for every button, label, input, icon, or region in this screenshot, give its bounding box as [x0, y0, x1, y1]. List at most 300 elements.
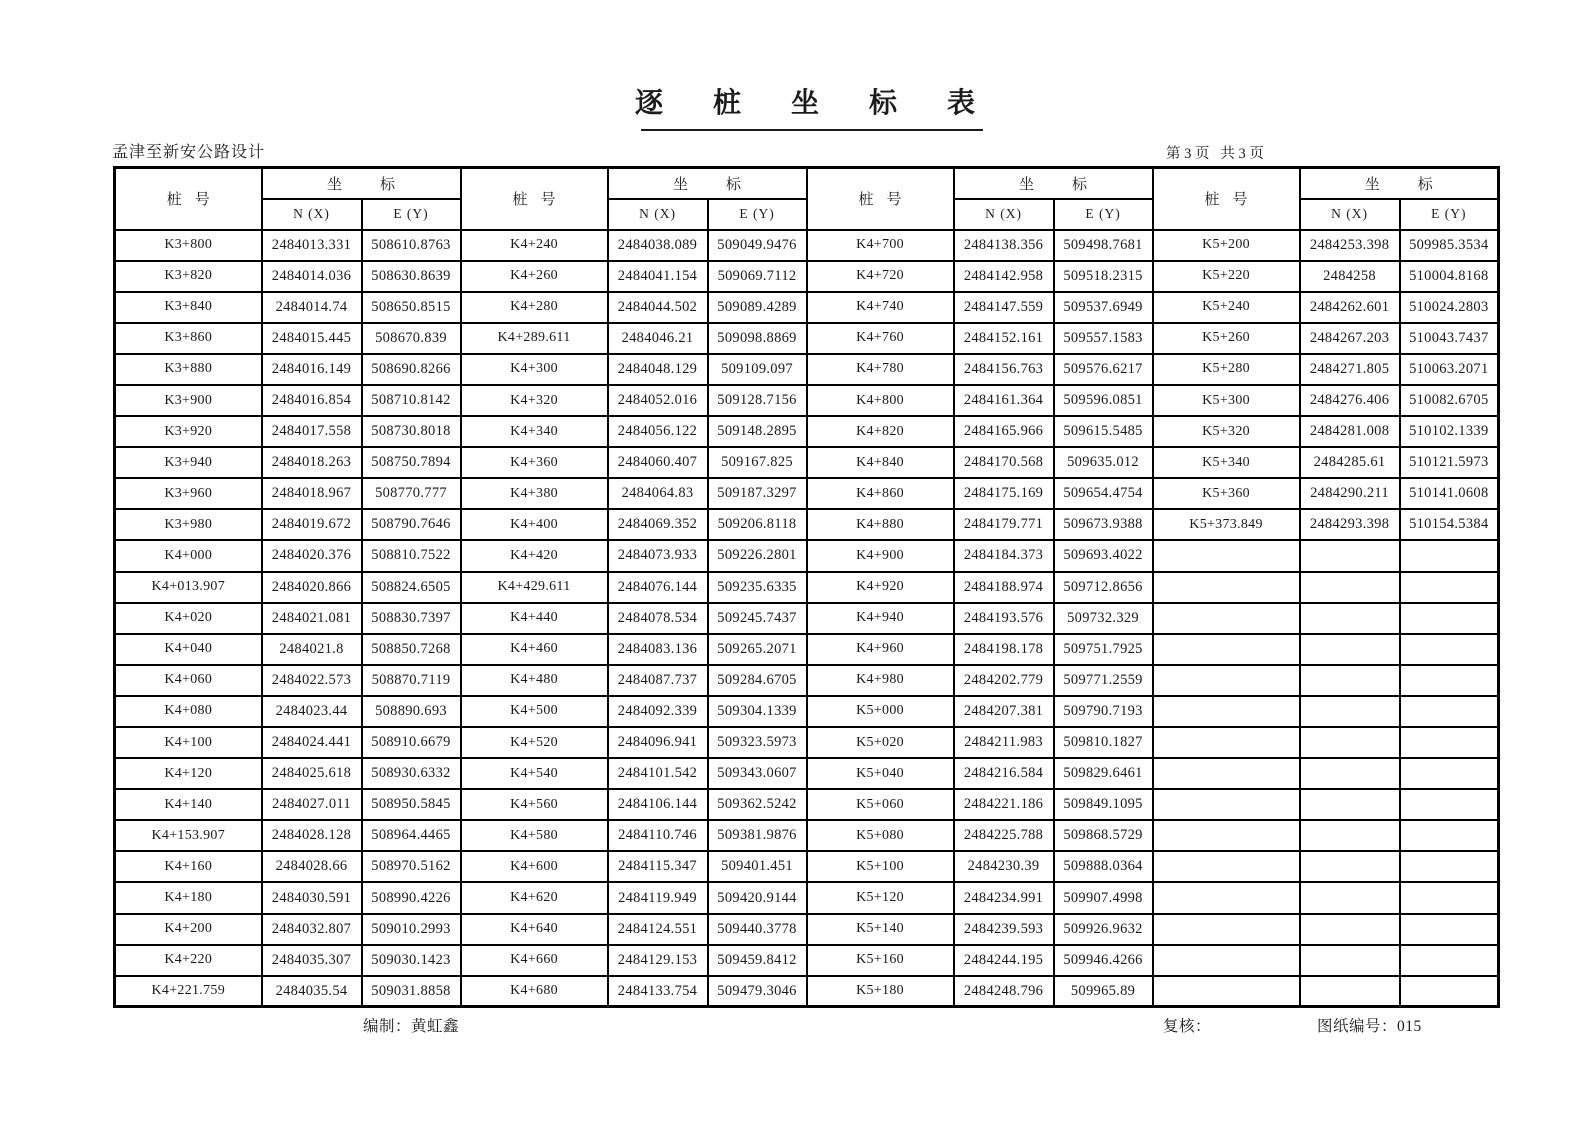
east-y-header: E (Y): [1400, 199, 1499, 230]
east-coordinate-cell: 508970.5162: [362, 851, 461, 882]
pile-number-cell: K4+080: [115, 696, 262, 727]
north-coordinate-cell: 2484056.122: [608, 416, 708, 447]
north-coordinate-cell: 2484175.169: [954, 478, 1054, 509]
table-row: [115, 634, 1499, 665]
pile-number-cell: K5+040: [807, 758, 954, 789]
pile-number-cell: K4+720: [807, 261, 954, 292]
pile-number-cell: K5+300: [1153, 385, 1300, 416]
pile-number-cell: K4+880: [807, 509, 954, 540]
east-coordinate-cell: 509049.9476: [708, 230, 807, 261]
north-coordinate-cell: 2484207.381: [954, 696, 1054, 727]
pile-number-cell: K4+640: [461, 914, 608, 945]
prepared-by: [363, 1014, 459, 1036]
north-coordinate-cell: 2484024.441: [262, 727, 362, 758]
table-row: [115, 758, 1499, 789]
east-coordinate-cell: 509479.3046: [708, 976, 807, 1007]
pile-number-cell: K5+060: [807, 789, 954, 820]
north-coordinate-cell: 2484048.129: [608, 354, 708, 385]
east-coordinate-cell: [1400, 789, 1499, 820]
pile-number-cell: K4+020: [115, 603, 262, 634]
pile-number-cell: K4+100: [115, 727, 262, 758]
north-coordinate-cell: 2484281.008: [1300, 416, 1400, 447]
north-coordinate-cell: 2484028.66: [262, 851, 362, 882]
pile-number-cell: K4+240: [461, 230, 608, 261]
pile-number-cell: K4+460: [461, 634, 608, 665]
east-coordinate-cell: 509381.9876: [708, 820, 807, 851]
north-coordinate-cell: 2484188.974: [954, 572, 1054, 603]
table-row: [115, 261, 1499, 292]
east-coordinate-cell: 509751.7925: [1054, 634, 1153, 665]
east-coordinate-cell: 510154.5384: [1400, 509, 1499, 540]
east-coordinate-cell: [1400, 914, 1499, 945]
north-coordinate-cell: 2484156.763: [954, 354, 1054, 385]
pile-number-cell: K4+120: [115, 758, 262, 789]
north-coordinate-cell: 2484248.796: [954, 976, 1054, 1007]
east-coordinate-cell: 509245.7437: [708, 603, 807, 634]
north-coordinate-cell: 2484016.149: [262, 354, 362, 385]
north-coordinate-cell: [1300, 572, 1400, 603]
pile-number-cell: K4+400: [461, 509, 608, 540]
pile-number-cell: K3+900: [115, 385, 262, 416]
pile-number-cell: K5+260: [1153, 323, 1300, 354]
pile-number-cell: [1153, 820, 1300, 851]
coordinate-header: 坐标: [1300, 168, 1499, 199]
pile-number-cell: K4+580: [461, 820, 608, 851]
page-title: 逐桩坐标表: [634, 88, 1025, 119]
pile-number-cell: K4+800: [807, 385, 954, 416]
page-indicator: 第 3 页 共 3 页: [1166, 146, 1264, 162]
north-coordinate-cell: 2484030.591: [262, 882, 362, 913]
north-coordinate-cell: [1300, 540, 1400, 571]
east-coordinate-cell: 509459.8412: [708, 945, 807, 976]
pile-number-cell: [1153, 634, 1300, 665]
east-coordinate-cell: [1400, 758, 1499, 789]
table-row: [115, 509, 1499, 540]
north-coordinate-cell: 2484110.746: [608, 820, 708, 851]
pile-number-cell: K3+960: [115, 478, 262, 509]
pile-number-header: 桩号: [1153, 168, 1300, 230]
pile-number-cell: K5+240: [1153, 292, 1300, 323]
north-coordinate-cell: [1300, 914, 1400, 945]
north-coordinate-cell: 2484016.854: [262, 385, 362, 416]
pile-number-cell: K3+800: [115, 230, 262, 261]
pile-number-cell: K5+320: [1153, 416, 1300, 447]
east-coordinate-cell: 510063.2071: [1400, 354, 1499, 385]
pile-number-cell: K3+920: [115, 416, 262, 447]
north-coordinate-cell: 2484015.445: [262, 323, 362, 354]
coordinate-header: 坐标: [954, 168, 1153, 199]
coordinate-table: [113, 166, 1500, 1008]
north-coordinate-cell: 2484133.754: [608, 976, 708, 1007]
north-coordinate-cell: 2484253.398: [1300, 230, 1400, 261]
north-coordinate-cell: 2484258: [1300, 261, 1400, 292]
north-coordinate-cell: 2484101.542: [608, 758, 708, 789]
pile-number-cell: K4+620: [461, 882, 608, 913]
east-coordinate-cell: 510024.2803: [1400, 292, 1499, 323]
east-coordinate-cell: 509810.1827: [1054, 727, 1153, 758]
table-row: [115, 416, 1499, 447]
east-coordinate-cell: 509635.012: [1054, 447, 1153, 478]
north-coordinate-cell: [1300, 665, 1400, 696]
pile-number-cell: K4+200: [115, 914, 262, 945]
north-coordinate-cell: 2484083.136: [608, 634, 708, 665]
north-coordinate-cell: 2484096.941: [608, 727, 708, 758]
north-coordinate-cell: 2484165.966: [954, 416, 1054, 447]
east-coordinate-cell: [1400, 882, 1499, 913]
east-coordinate-cell: [1400, 851, 1499, 882]
north-coordinate-cell: 2484046.21: [608, 323, 708, 354]
east-coordinate-cell: 508850.7268: [362, 634, 461, 665]
north-coordinate-cell: 2484115.347: [608, 851, 708, 882]
pile-number-cell: K4+780: [807, 354, 954, 385]
table-row: [115, 292, 1499, 323]
table-row: [115, 665, 1499, 696]
north-coordinate-cell: 2484262.601: [1300, 292, 1400, 323]
north-coordinate-cell: [1300, 727, 1400, 758]
north-x-header: N (X): [1300, 199, 1400, 230]
east-coordinate-cell: 508650.8515: [362, 292, 461, 323]
pile-number-cell: K4+740: [807, 292, 954, 323]
east-coordinate-cell: 509693.4022: [1054, 540, 1153, 571]
east-coordinate-cell: 509265.2071: [708, 634, 807, 665]
north-coordinate-cell: 2484052.016: [608, 385, 708, 416]
pile-number-cell: K5+340: [1153, 447, 1300, 478]
pile-number-cell: K4+380: [461, 478, 608, 509]
north-coordinate-cell: 2484064.83: [608, 478, 708, 509]
east-coordinate-cell: 508690.8266: [362, 354, 461, 385]
east-coordinate-cell: 508670.839: [362, 323, 461, 354]
north-coordinate-cell: 2484230.39: [954, 851, 1054, 882]
pile-number-cell: K3+840: [115, 292, 262, 323]
north-coordinate-cell: 2484038.089: [608, 230, 708, 261]
north-coordinate-cell: 2484019.672: [262, 509, 362, 540]
north-coordinate-cell: 2484020.376: [262, 540, 362, 571]
east-coordinate-cell: 509235.6335: [708, 572, 807, 603]
pile-number-cell: K4+260: [461, 261, 608, 292]
north-coordinate-cell: 2484106.144: [608, 789, 708, 820]
east-coordinate-cell: 508824.6505: [362, 572, 461, 603]
north-coordinate-cell: 2484290.211: [1300, 478, 1400, 509]
table-row: [115, 230, 1499, 261]
north-coordinate-cell: 2484018.967: [262, 478, 362, 509]
north-coordinate-cell: 2484271.805: [1300, 354, 1400, 385]
pile-number-cell: K4+960: [807, 634, 954, 665]
north-coordinate-cell: [1300, 789, 1400, 820]
north-coordinate-cell: 2484161.364: [954, 385, 1054, 416]
pile-number-cell: K5+280: [1153, 354, 1300, 385]
east-coordinate-cell: 509771.2559: [1054, 665, 1153, 696]
east-coordinate-cell: 509946.4266: [1054, 945, 1153, 976]
north-x-header: N (X): [608, 199, 708, 230]
east-coordinate-cell: [1400, 820, 1499, 851]
east-coordinate-cell: 509031.8858: [362, 976, 461, 1007]
east-y-header: E (Y): [708, 199, 807, 230]
north-coordinate-cell: 2484076.144: [608, 572, 708, 603]
pile-number-cell: K3+820: [115, 261, 262, 292]
pile-number-cell: K4+289.611: [461, 323, 608, 354]
pile-number-cell: K4+360: [461, 447, 608, 478]
north-coordinate-cell: 2484028.128: [262, 820, 362, 851]
east-coordinate-cell: 508910.6679: [362, 727, 461, 758]
north-coordinate-cell: 2484293.398: [1300, 509, 1400, 540]
north-coordinate-cell: 2484032.807: [262, 914, 362, 945]
pile-number-cell: K4+320: [461, 385, 608, 416]
north-coordinate-cell: 2484129.153: [608, 945, 708, 976]
north-coordinate-cell: 2484020.866: [262, 572, 362, 603]
north-coordinate-cell: 2484087.737: [608, 665, 708, 696]
pile-number-cell: [1153, 789, 1300, 820]
east-y-header: E (Y): [1054, 199, 1153, 230]
pile-number-cell: [1153, 603, 1300, 634]
pile-number-cell: K4+540: [461, 758, 608, 789]
north-coordinate-cell: 2484193.576: [954, 603, 1054, 634]
north-coordinate-cell: 2484184.373: [954, 540, 1054, 571]
east-coordinate-cell: 509888.0364: [1054, 851, 1153, 882]
east-coordinate-cell: 509304.1339: [708, 696, 807, 727]
north-coordinate-cell: [1300, 820, 1400, 851]
north-coordinate-cell: 2484078.534: [608, 603, 708, 634]
pile-number-cell: K4+180: [115, 882, 262, 913]
north-coordinate-cell: 2484021.8: [262, 634, 362, 665]
north-coordinate-cell: 2484198.178: [954, 634, 1054, 665]
east-coordinate-cell: 508950.5845: [362, 789, 461, 820]
east-coordinate-cell: 509985.3534: [1400, 230, 1499, 261]
east-coordinate-cell: 508610.8763: [362, 230, 461, 261]
north-coordinate-cell: 2484021.081: [262, 603, 362, 634]
east-coordinate-cell: 509926.9632: [1054, 914, 1153, 945]
east-coordinate-cell: 509498.7681: [1054, 230, 1153, 261]
table-row: [115, 789, 1499, 820]
north-coordinate-cell: 2484142.958: [954, 261, 1054, 292]
pile-number-cell: [1153, 572, 1300, 603]
pile-number-cell: [1153, 696, 1300, 727]
pile-number-cell: K4+280: [461, 292, 608, 323]
table-row: [115, 478, 1499, 509]
pile-number-cell: K5+360: [1153, 478, 1300, 509]
north-coordinate-cell: 2484179.771: [954, 509, 1054, 540]
table-row: [115, 696, 1499, 727]
east-coordinate-cell: 509615.5485: [1054, 416, 1153, 447]
checked-by-label: 复核：: [1163, 1018, 1212, 1035]
pile-number-cell: K4+760: [807, 323, 954, 354]
east-coordinate-cell: 509284.6705: [708, 665, 807, 696]
north-coordinate-cell: 2484276.406: [1300, 385, 1400, 416]
pile-number-cell: K4+560: [461, 789, 608, 820]
east-coordinate-cell: 508750.7894: [362, 447, 461, 478]
pile-number-cell: K4+680: [461, 976, 608, 1007]
east-coordinate-cell: 509440.3778: [708, 914, 807, 945]
pile-number-cell: K4+300: [461, 354, 608, 385]
east-coordinate-cell: 509010.2993: [362, 914, 461, 945]
drawing-number: [1317, 1014, 1422, 1036]
east-coordinate-cell: 509343.0607: [708, 758, 807, 789]
north-coordinate-cell: 2484239.593: [954, 914, 1054, 945]
north-coordinate-cell: 2484018.263: [262, 447, 362, 478]
pile-number-cell: K5+373.849: [1153, 509, 1300, 540]
north-coordinate-cell: 2484069.352: [608, 509, 708, 540]
pile-number-header: 桩号: [807, 168, 954, 230]
east-coordinate-cell: 509089.4289: [708, 292, 807, 323]
east-coordinate-cell: [1400, 540, 1499, 571]
north-coordinate-cell: 2484124.551: [608, 914, 708, 945]
north-coordinate-cell: 2484014.74: [262, 292, 362, 323]
north-coordinate-cell: 2484138.356: [954, 230, 1054, 261]
pile-number-cell: K5+140: [807, 914, 954, 945]
pile-number-cell: K3+940: [115, 447, 262, 478]
pile-number-header: 桩号: [115, 168, 262, 230]
pile-number-cell: K5+080: [807, 820, 954, 851]
north-coordinate-cell: [1300, 882, 1400, 913]
drawing-number-label: 图纸编号：: [1317, 1018, 1398, 1035]
table-row: [115, 354, 1499, 385]
north-x-header: N (X): [954, 199, 1054, 230]
east-coordinate-cell: [1400, 696, 1499, 727]
east-coordinate-cell: 508930.6332: [362, 758, 461, 789]
checked-by: [1163, 1014, 1211, 1036]
north-coordinate-cell: 2484225.788: [954, 820, 1054, 851]
east-coordinate-cell: 508710.8142: [362, 385, 461, 416]
pile-number-cell: K5+020: [807, 727, 954, 758]
drawing-number-value: 015: [1397, 1018, 1422, 1035]
north-coordinate-cell: 2484211.983: [954, 727, 1054, 758]
pile-number-cell: [1153, 540, 1300, 571]
east-coordinate-cell: 509030.1423: [362, 945, 461, 976]
pile-number-cell: K4+940: [807, 603, 954, 634]
north-coordinate-cell: 2484025.618: [262, 758, 362, 789]
east-coordinate-cell: [1400, 945, 1499, 976]
east-coordinate-cell: [1400, 976, 1499, 1007]
north-coordinate-cell: 2484027.011: [262, 789, 362, 820]
east-coordinate-cell: 509868.5729: [1054, 820, 1153, 851]
north-coordinate-cell: 2484073.933: [608, 540, 708, 571]
table-row: [115, 727, 1499, 758]
pile-number-cell: K4+153.907: [115, 820, 262, 851]
table-row: [115, 447, 1499, 478]
east-coordinate-cell: 508990.4226: [362, 882, 461, 913]
east-y-header: E (Y): [362, 199, 461, 230]
table-row: [115, 851, 1499, 882]
east-coordinate-cell: 509128.7156: [708, 385, 807, 416]
north-coordinate-cell: 2484147.559: [954, 292, 1054, 323]
east-coordinate-cell: 510121.5973: [1400, 447, 1499, 478]
pile-number-cell: K3+860: [115, 323, 262, 354]
pile-number-cell: K4+920: [807, 572, 954, 603]
east-coordinate-cell: 509537.6949: [1054, 292, 1153, 323]
pile-number-cell: [1153, 976, 1300, 1007]
east-coordinate-cell: [1400, 572, 1499, 603]
coordinate-header: 坐标: [262, 168, 461, 199]
pile-number-cell: K5+160: [807, 945, 954, 976]
north-coordinate-cell: 2484285.61: [1300, 447, 1400, 478]
north-coordinate-cell: [1300, 634, 1400, 665]
coordinate-table-body: [115, 230, 1499, 1007]
pile-number-cell: K4+420: [461, 540, 608, 571]
north-coordinate-cell: 2484092.339: [608, 696, 708, 727]
east-coordinate-cell: 509654.4754: [1054, 478, 1153, 509]
east-coordinate-cell: 508630.8639: [362, 261, 461, 292]
pile-number-cell: K4+429.611: [461, 572, 608, 603]
pile-number-cell: K4+820: [807, 416, 954, 447]
pile-number-cell: K4+840: [807, 447, 954, 478]
table-row: [115, 540, 1499, 571]
pile-number-cell: K3+880: [115, 354, 262, 385]
east-coordinate-cell: 508830.7397: [362, 603, 461, 634]
east-coordinate-cell: 509401.451: [708, 851, 807, 882]
north-coordinate-cell: [1300, 603, 1400, 634]
east-coordinate-cell: 509790.7193: [1054, 696, 1153, 727]
title-underline: [641, 129, 983, 131]
pile-number-cell: K4+900: [807, 540, 954, 571]
east-coordinate-cell: 509323.5973: [708, 727, 807, 758]
project-name: 孟津至新安公路设计: [112, 144, 266, 161]
pile-number-cell: K4+440: [461, 603, 608, 634]
east-coordinate-cell: 509829.6461: [1054, 758, 1153, 789]
east-coordinate-cell: 508890.693: [362, 696, 461, 727]
pile-number-cell: [1153, 758, 1300, 789]
table-row: [115, 820, 1499, 851]
east-coordinate-cell: 509673.9388: [1054, 509, 1153, 540]
north-coordinate-cell: 2484170.568: [954, 447, 1054, 478]
pile-number-cell: K4+480: [461, 665, 608, 696]
table-row: [115, 914, 1499, 945]
east-coordinate-cell: 509849.1095: [1054, 789, 1153, 820]
pile-number-cell: K4+600: [461, 851, 608, 882]
north-coordinate-cell: [1300, 976, 1400, 1007]
east-coordinate-cell: 509732.329: [1054, 603, 1153, 634]
east-coordinate-cell: 509712.8656: [1054, 572, 1153, 603]
pile-number-cell: K4+140: [115, 789, 262, 820]
east-coordinate-cell: 509069.7112: [708, 261, 807, 292]
east-coordinate-cell: 508770.777: [362, 478, 461, 509]
pile-number-cell: [1153, 851, 1300, 882]
east-coordinate-cell: 509167.825: [708, 447, 807, 478]
north-coordinate-cell: 2484202.779: [954, 665, 1054, 696]
pile-number-cell: [1153, 882, 1300, 913]
north-coordinate-cell: [1300, 945, 1400, 976]
pile-number-cell: K4+220: [115, 945, 262, 976]
east-coordinate-cell: 508870.7119: [362, 665, 461, 696]
coordinate-header: 坐标: [608, 168, 807, 199]
east-coordinate-cell: [1400, 603, 1499, 634]
east-coordinate-cell: 509965.89: [1054, 976, 1153, 1007]
east-coordinate-cell: 509362.5242: [708, 789, 807, 820]
title-wrap: [113, 86, 1497, 121]
east-coordinate-cell: 510082.6705: [1400, 385, 1499, 416]
pile-number-cell: K4+013.907: [115, 572, 262, 603]
pile-number-cell: K3+980: [115, 509, 262, 540]
table-header-row-top: [115, 168, 1499, 199]
east-coordinate-cell: 510102.1339: [1400, 416, 1499, 447]
pile-number-cell: K4+700: [807, 230, 954, 261]
pile-number-cell: K5+120: [807, 882, 954, 913]
east-coordinate-cell: 509596.0851: [1054, 385, 1153, 416]
north-coordinate-cell: 2484216.584: [954, 758, 1054, 789]
north-coordinate-cell: 2484035.307: [262, 945, 362, 976]
table-header: [115, 168, 1499, 230]
north-x-header: N (X): [262, 199, 362, 230]
pile-number-cell: [1153, 945, 1300, 976]
east-coordinate-cell: 508790.7646: [362, 509, 461, 540]
north-coordinate-cell: 2484119.949: [608, 882, 708, 913]
pile-number-cell: K5+200: [1153, 230, 1300, 261]
east-coordinate-cell: 509226.2801: [708, 540, 807, 571]
north-coordinate-cell: 2484022.573: [262, 665, 362, 696]
east-coordinate-cell: 510004.8168: [1400, 261, 1499, 292]
table-row: [115, 323, 1499, 354]
pile-number-cell: K4+520: [461, 727, 608, 758]
north-coordinate-cell: 2484060.407: [608, 447, 708, 478]
north-coordinate-cell: [1300, 851, 1400, 882]
